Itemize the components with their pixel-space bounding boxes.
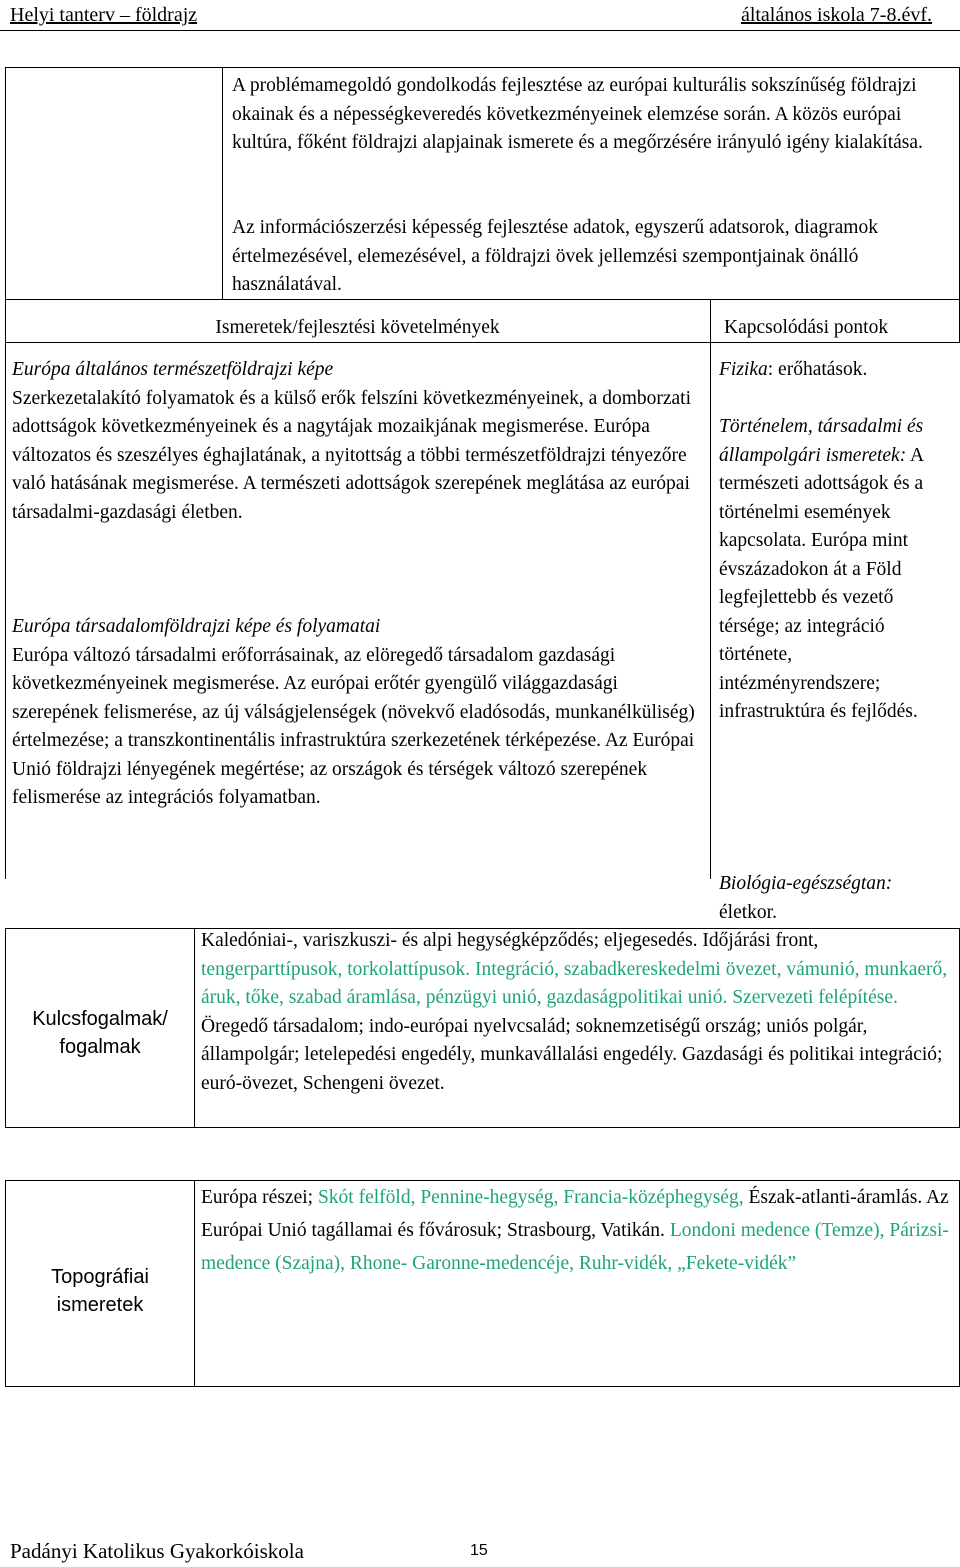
links-physics (719, 356, 955, 385)
europe-society-section (12, 613, 704, 813)
footer-school: Padányi Katolikus Gyakorkóiskola (10, 1539, 304, 1563)
keywords-left-border (5, 928, 6, 1128)
keywords-content (201, 927, 953, 1098)
keywords-text-2: Öregedő társadalom; indo-európai nyelvcsalád; soknemzetiségű ország; uniós polgár, állampolgár; letelepedési engedély, munkavállalási engedély. Gazdasági és politikai integráció; euró-övezet, Schengeni övezet. (201, 1015, 943, 1094)
col-header-links: Kapcsolódási pontok (724, 317, 889, 338)
goals-paragraph-2: Az információszerzési képesség fejlesztése adatok, egyszerű adatsorok, diagramok értelmezésével, elemezésével, a földrajzi övek jellemzési szempontjainak önálló használatával. (232, 217, 878, 295)
header-title: Helyi tanterv – földrajz (10, 4, 198, 26)
keywords-text-1: Kaledóniai-, variszkuszi- és alpi hegységképződés; eljegesedés. Időjárási front, (201, 930, 819, 951)
biology-text: életkor. (719, 901, 777, 923)
physics-text: : erőhatások. (767, 359, 868, 380)
header-grade: általános iskola 7-8.évf. (740, 4, 932, 26)
page-number: 15 (470, 1542, 488, 1559)
europe-nature-section (12, 356, 704, 527)
europe-nature-title: Európa általános természetföldrajzi képe (12, 359, 334, 380)
topo-text-2: Észak-atlanti-áramlás. Az Európai Unió tagállamai és fővárosuk; Strasbourg, Vatikán. (201, 1187, 949, 1241)
topo-green-1: Skót felföld, Pennine-hegység, Francia-középhegység, (317, 1187, 744, 1208)
history-label: Történelem, társadalmi és állampolgári ismeretek: (719, 416, 924, 466)
keywords-label: Kulcsfogalmak/ fogalmak (32, 1008, 168, 1058)
history-text: A természeti adottságok és a történelmi események kapcsolata. Európa mint évszázadokon át a Föld legfejlettebb és vezető térsége; az integráció története, intézményrendszere; infrastruktúra és fejlődés. (719, 444, 924, 722)
keywords-green-1: tengerparttípusok, torkolattípusok. Integráció, szabadkereskedelmi övezet, vámunió, munkaerő, áruk, tőke, szabad áramlása, pénzügyi unió, gazdaságpolitikai unió. Szervezeti felépítése. (201, 958, 948, 1008)
topo-green-2: Londoni medence (Temze), Párizsi-medence (Szajna), Rhone- Garonne-medencéje, Ruhr-vidék, „Fekete-vidék” (201, 1220, 949, 1274)
goals-top-border (5, 67, 960, 68)
column-divider (710, 299, 711, 879)
europe-society-title: Európa társadalomföldrajzi képe és folyamatai (12, 616, 381, 637)
keywords-bottom-border (5, 1127, 960, 1128)
header-rule (0, 30, 960, 31)
col-header-knowledge: Ismeretek/fejlesztési követelmények (215, 317, 500, 338)
keywords-divider (194, 928, 195, 1128)
biology-label: Biológia-egészségtan: (719, 873, 893, 894)
topo-bottom-border (5, 1386, 960, 1387)
header-row-bottom-border (5, 342, 960, 343)
goals-divider (222, 67, 223, 299)
europe-nature-body: Szerkezetalakító folyamatok és a külső erők felszíni következményeinek, a domborzati adottságok következményeinek és a nagytájak mozaikjának megismerése. Európa változatos és szeszélyes éghajlatának, a nyitottság a többi természetföldrajzi tényezőre való hatásának megismerése. A természeti adottságok szerepének meglátása az európai társadalmi-gazdasági életben. (12, 387, 691, 523)
europe-society-body: Európa változó társadalmi erőforrásainak, az elöregedő társadalom gazdasági következményeinek megismerése. Az európai erőtér gyengülő világgazdasági szerepének felismerése, az új válságjelenségek (növekvő eladósodás, munkanélküliség) értelmezése; a transzkontinentális infrastruktúra szerkezetének térképezése. Az Európai Unió földrajzi lényegének megértése; az országok és térségek változó szerepének felismerése az integrációs folyamatban. (12, 644, 695, 808)
physics-label: Fizika (719, 359, 768, 380)
outer-left-border (5, 67, 6, 879)
links-biology (719, 870, 955, 927)
topo-content (201, 1181, 953, 1280)
links-history (719, 413, 955, 727)
goals-paragraph-1: A problémamegoldó gondolkodás fejlesztése az európai kulturális sokszínűség földrajzi okainak és a népességkeveredés következményeinek elemzése során. A közös európai kultúra, főként földrajzi alapjainak ismerete és a megőrzésére irányuló igény kialakítása. (232, 75, 923, 153)
topo-text-1: Európa részei; (201, 1187, 318, 1208)
topo-divider (194, 1180, 195, 1387)
header-row-top-border (5, 299, 960, 300)
topo-label: Topográfiai ismeretek (51, 1266, 149, 1316)
topo-left-border (5, 1180, 6, 1387)
